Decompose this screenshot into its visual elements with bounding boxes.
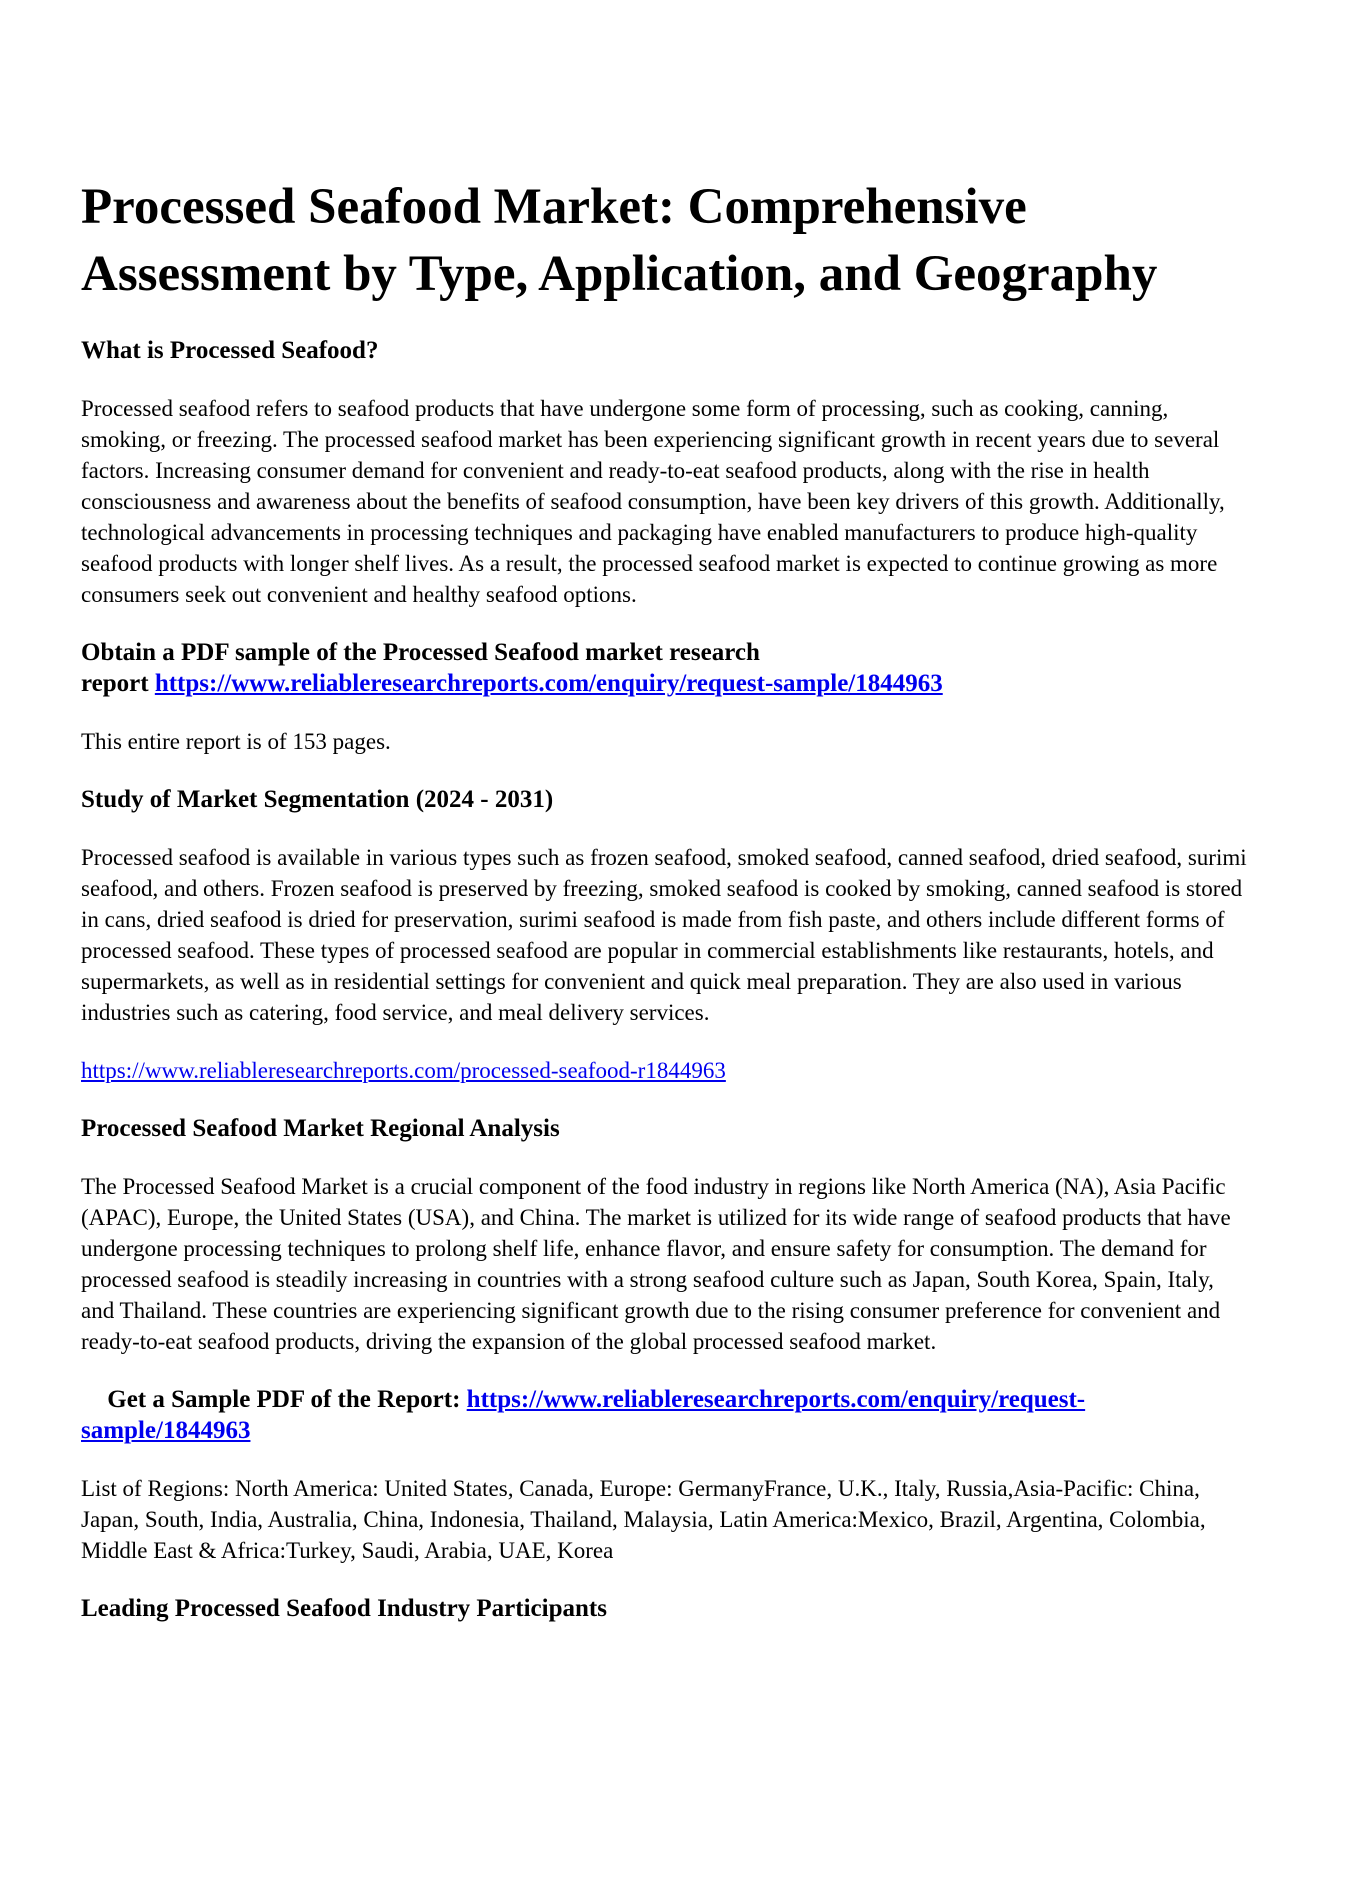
get-sample-heading-prefix: Get a Sample PDF of the Report: [101, 1386, 467, 1413]
page-title-line1: Processed Seafood Market: Comprehensive [81, 179, 1027, 235]
get-sample-link[interactable]: https://www.reliableresearchreports.com/enquiry/request-sample/1844963 [81, 1386, 1086, 1444]
obtain-sample-heading-line2-prefix: report [81, 670, 155, 697]
section-heading-regional: Processed Seafood Market Regional Analysis [81, 1115, 560, 1142]
paragraph-report-link [81, 1055, 1251, 1086]
paragraph-what-is: Processed seafood refers to seafood products that have undergone some form of processing, such as cooking, canning, smoking, or freezing. The processed seafood market has been experiencing significant growth in recent years due to several factors. Increasing consumer demand for convenient and ready-to-eat seafood products, along with the rise in health consciousness and awareness about the benefits of seafood consumption, have been key drivers of this growth. Additionally, technological advancements in processing techniques and packaging have enabled manufacturers to produce high-quality seafood products with longer shelf lives. As a result, the processed seafood market is expected to continue growing as more consumers seek out convenient and healthy seafood options. [81, 396, 1225, 607]
request-sample-link[interactable]: https://www.reliableresearchreports.com/enquiry/request-sample/1844963 [154, 670, 943, 697]
paragraph-regions-list: List of Regions: North America: United States, Canada, Europe: GermanyFrance, U.K., Italy, Russia,Asia-Pacific: China, Japan, South, India, Australia, China, Indonesia, Thailand, Malaysia, Latin America:Mexico, Brazil, Argentina, Colombia, Middle East & Africa:Turkey, Saudi, Arabia, UAE, Korea [81, 1476, 1206, 1563]
section-heading-participants: Leading Processed Seafood Industry Participants [81, 1595, 607, 1622]
report-page-link[interactable]: https://www.reliableresearchreports.com/processed-seafood-r1844963 [81, 1058, 726, 1083]
section-heading-obtain-sample [81, 637, 1251, 699]
page-title [81, 174, 1251, 308]
page-title-line2: Assessment by Type, Application, and Geography [81, 246, 1158, 302]
paragraph-regional: The Processed Seafood Market is a crucial component of the food industry in regions like North America (NA), Asia Pacific (APAC), Europe, the United States (USA), and China. The market is utilized for its wide range of seafood products that have undergone processing techniques to prolong shelf life, enhance flavor, and ensure safety for consumption. The demand for processed seafood is steadily increasing in countries with a strong seafood culture such as Japan, South Korea, Spain, Italy, and Thailand. These countries are experiencing significant growth due to the rising consumer preference for convenient and ready-to-eat seafood products, driving the expansion of the global processed seafood market. [81, 1174, 1231, 1354]
paragraph-page-count: This entire report is of 153 pages. [81, 729, 391, 754]
obtain-sample-heading-line1: Obtain a PDF sample of the Processed Seafood market research [81, 639, 760, 666]
section-heading-segmentation: Study of Market Segmentation (2024 - 2031) [81, 786, 554, 813]
section-heading-get-sample [81, 1384, 1251, 1446]
section-heading-what-is: What is Processed Seafood? [81, 337, 379, 364]
paragraph-segmentation: Processed seafood is available in various types such as frozen seafood, smoked seafood, canned seafood, dried seafood, surimi seafood, and others. Frozen seafood is preserved by freezing, smoked seafood is cooked by smoking, canned seafood is stored in cans, dried seafood is dried for preservation, surimi seafood is made from fish paste, and others include different forms of processed seafood. These types of processed seafood are popular in commercial establishments like restaurants, hotels, and supermarkets, as well as in residential settings for convenient and quick meal preparation. They are also used in various industries such as catering, food service, and meal delivery services. [81, 845, 1247, 1025]
